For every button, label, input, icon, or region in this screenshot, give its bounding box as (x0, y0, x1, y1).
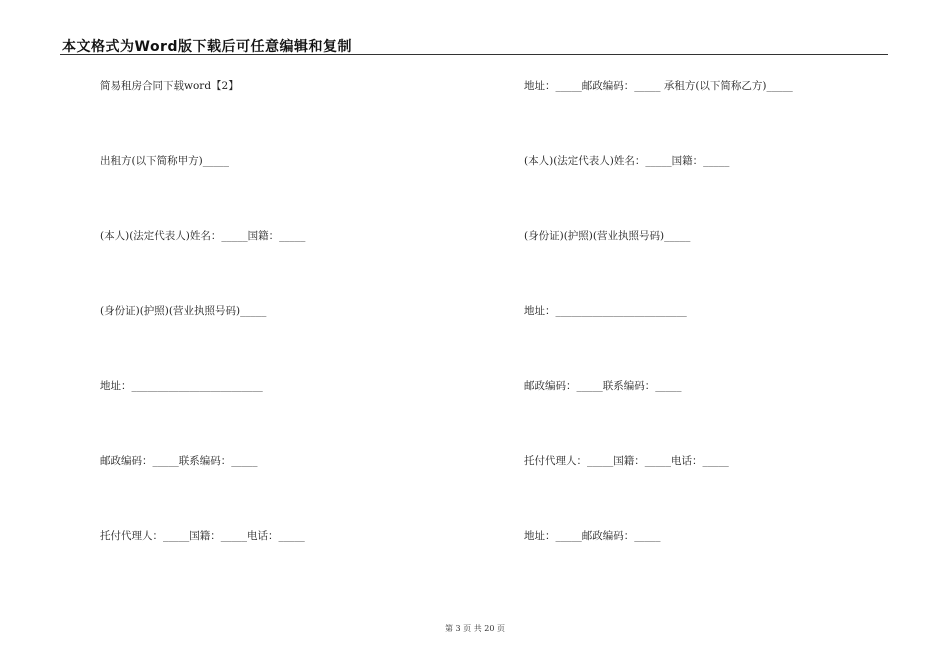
left-line-1: 简易租房合同下载word【2】 (100, 80, 239, 92)
page-number: 第 3 页 共 20 页 (445, 624, 505, 633)
left-line-4: (身份证)(护照)(营业执照号码)_____ (100, 305, 267, 317)
header-title: 本文格式为Word版下载后可任意编辑和复制 (62, 39, 352, 55)
right-line-6: 托付代理人：_____国籍：_____电话：_____ (524, 455, 729, 467)
right-line-7: 地址：_____邮政编码：_____ (524, 530, 661, 542)
right-line-3: (身份证)(护照)(营业执照号码)_____ (524, 230, 691, 242)
right-line-4: 地址：_________________________ (524, 305, 687, 317)
left-line-6: 邮政编码：_____联系编码：_____ (100, 455, 258, 467)
left-line-7: 托付代理人：_____国籍：_____电话：_____ (100, 530, 305, 542)
left-line-5: 地址：_________________________ (100, 380, 263, 392)
left-line-3: (本人)(法定代表人)姓名：_____国籍：_____ (100, 230, 306, 242)
right-line-5: 邮政编码：_____联系编码：_____ (524, 380, 682, 392)
header-divider (60, 54, 888, 55)
right-line-2: (本人)(法定代表人)姓名：_____国籍：_____ (524, 155, 730, 167)
left-line-2: 出租方(以下简称甲方)_____ (100, 155, 229, 167)
right-line-1: 地址：_____邮政编码：_____ 承租方(以下简称乙方)_____ (524, 80, 793, 92)
